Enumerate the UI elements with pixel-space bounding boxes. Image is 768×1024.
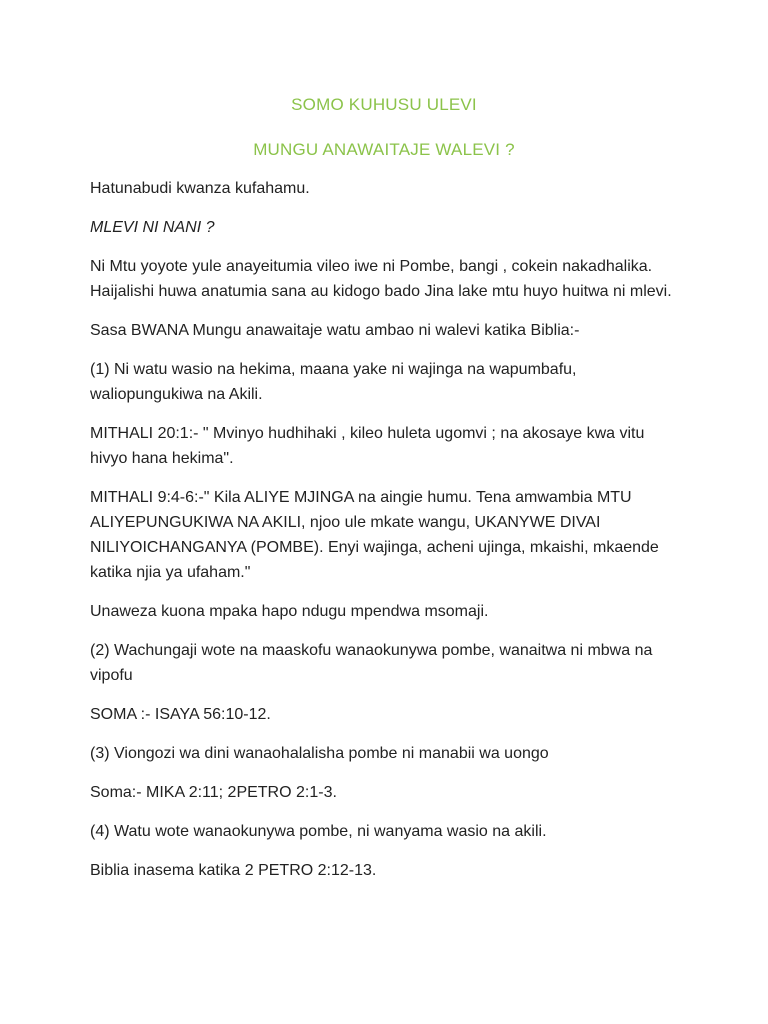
point-2: (2) Wachungaji wote na maaskofu wanaokunywa pombe, wanaitwa ni mbwa na vipofu: [90, 642, 653, 684]
document-body: [90, 176, 680, 897]
question-heading: MLEVI NI NANI ?: [90, 219, 215, 236]
paragraph-definition: Ni Mtu yoyote yule anayeitumia vileo iwe ni Pombe, bangi , cokein nakadhalika. Haijalishi huwa anatumia sana au kidogo bado Jina lake mtu huyo huitwa ni mlevi.: [90, 258, 672, 300]
paragraph-intro: Hatunabudi kwanza kufahamu.: [90, 180, 310, 197]
reference-mika: Soma:- MIKA 2:11; 2PETRO 2:1-3.: [90, 784, 337, 801]
point-1: (1) Ni watu wasio na hekima, maana yake ni wajinga na wapumbafu, waliopungukiwa na Akili.: [90, 361, 577, 403]
document-title: SOMO KUHUSU ULEVI: [291, 95, 477, 114]
reference-isaya: SOMA :- ISAYA 56:10-12.: [90, 706, 271, 723]
point-3: (3) Viongozi wa dini wanaohalalisha pombe ni manabii wa uongo: [90, 745, 549, 762]
paragraph-question: Sasa BWANA Mungu anawaitaje watu ambao ni walevi katika Biblia:-: [90, 322, 580, 339]
document-subtitle: MUNGU ANAWAITAJE WALEVI ?: [253, 140, 515, 159]
point-4: (4) Watu wote wanaokunywa pombe, ni wanyama wasio na akili.: [90, 823, 547, 840]
paragraph-reader-note: Unaweza kuona mpaka hapo ndugu mpendwa msomaji.: [90, 603, 489, 620]
reference-petro: Biblia inasema katika 2 PETRO 2:12-13.: [90, 862, 377, 879]
verse-mithali-20: MITHALI 20:1:- " Mvinyo hudhihaki , kileo huleta ugomvi ; na akosaye kwa vitu hivyo hana hekima".: [90, 425, 645, 467]
verse-mithali-9: MITHALI 9:4-6:-" Kila ALIYE MJINGA na aingie humu. Tena amwambia MTU ALIYEPUNGUKIWA NA AKILI, njoo ule mkate wangu, UKANYWE DIVAI NILIYOICHANGANYA (POMBE). Enyi wajinga, acheni ujinga, mkaishi, mkaende katika njia ya ufaham.": [90, 489, 659, 581]
